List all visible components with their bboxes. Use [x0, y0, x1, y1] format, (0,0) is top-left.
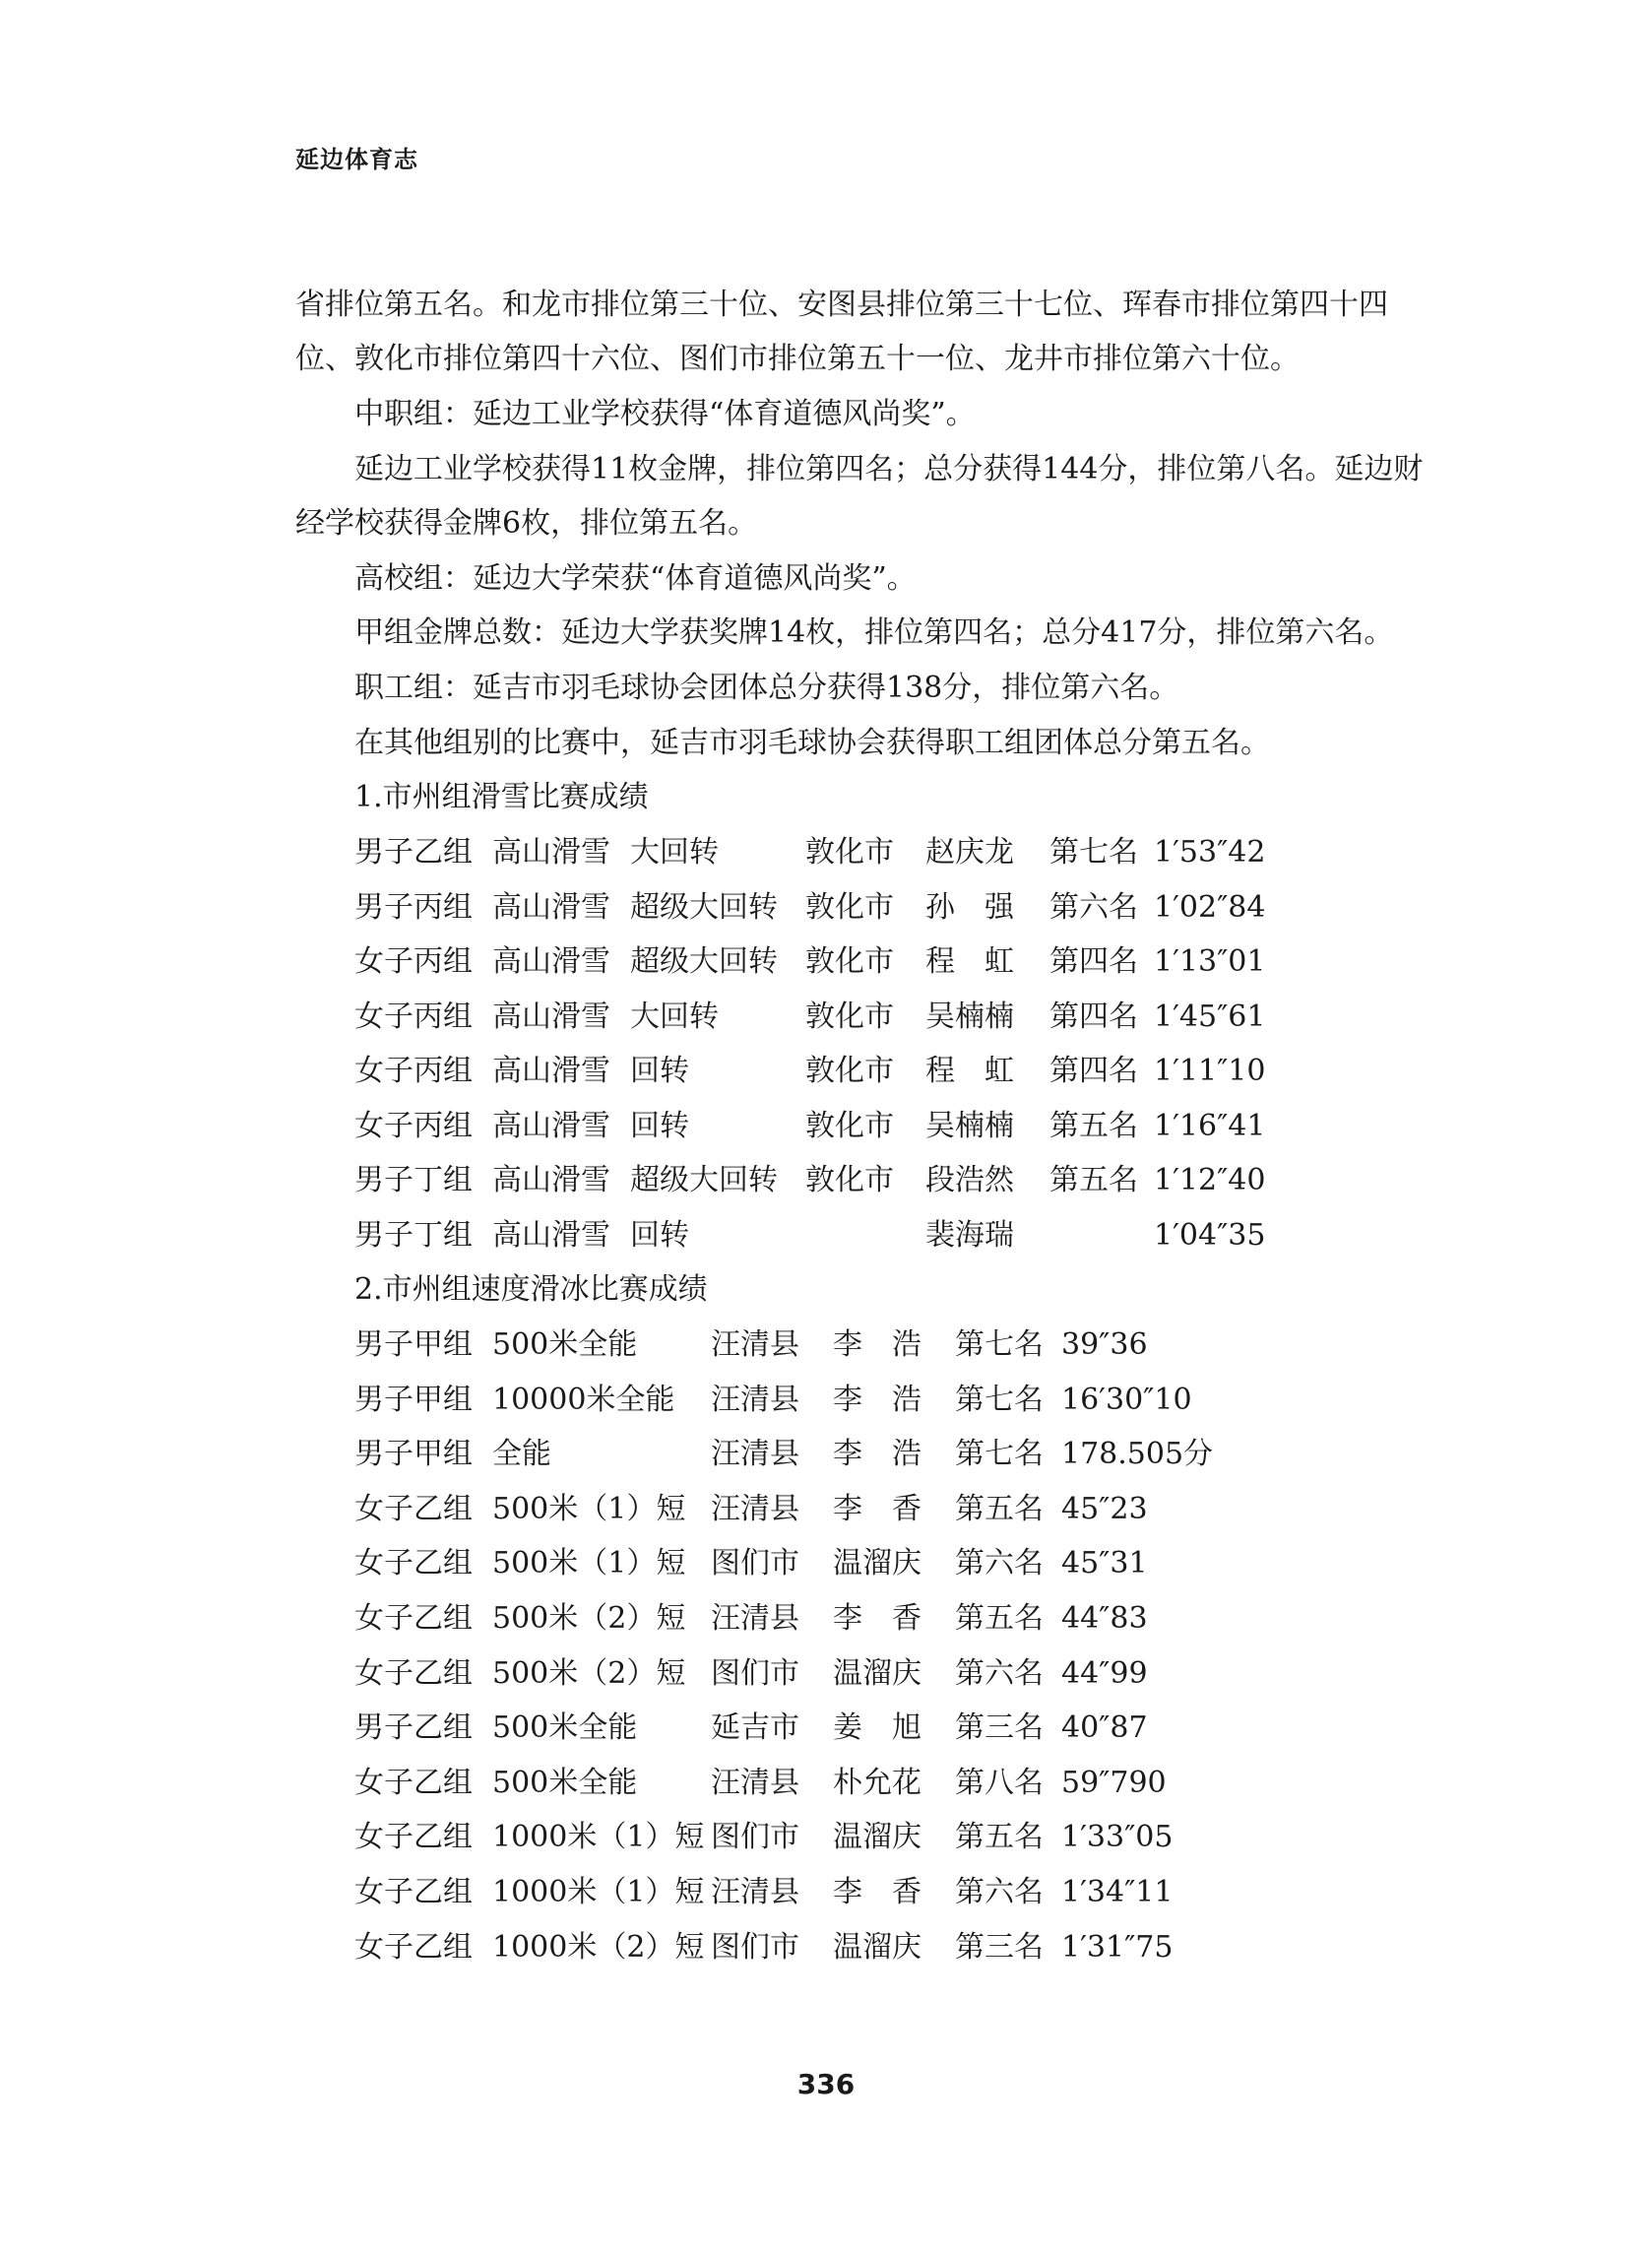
cell-group: 女子丙组 — [354, 999, 473, 1034]
cell-name: 程 虹 — [925, 1054, 1014, 1088]
table-row — [0, 1107, 1652, 1146]
cell-city: 汪清县 — [711, 1491, 799, 1526]
cell-event: 超级大回转 — [630, 889, 778, 925]
cell-rank: 第四名 — [1049, 1054, 1138, 1088]
cell-city: 汪清县 — [711, 1601, 799, 1636]
cell-event: 大回转 — [630, 999, 719, 1034]
table-row — [0, 942, 1652, 982]
paragraph-line: 经学校获得金牌6枚，排位第五名。 — [295, 506, 758, 541]
cell-rank: 第五名 — [955, 1491, 1044, 1526]
cell-city: 敦化市 — [805, 1108, 894, 1143]
cell-event: 回转 — [630, 1217, 689, 1253]
cell-rank: 第七名 — [955, 1437, 1044, 1472]
cell-sport: 高山滑雪 — [492, 835, 610, 870]
table-row — [0, 1216, 1652, 1256]
cell-event: 回转 — [630, 1054, 689, 1088]
cell-group: 女子乙组 — [354, 1491, 473, 1526]
cell-time: 59″790 — [1061, 1765, 1167, 1800]
cell-time: 1′02″84 — [1154, 889, 1266, 925]
cell-sport: 高山滑雪 — [492, 944, 610, 979]
cell-city: 汪清县 — [711, 1875, 799, 1909]
cell-name: 温溜庆 — [833, 1655, 921, 1691]
table-row — [0, 1873, 1652, 1912]
cell-rank: 第六名 — [955, 1546, 1044, 1581]
table-row — [0, 1325, 1652, 1365]
paragraph-line: 延边工业学校获得11枚金牌，排位第四名；总分获得144分，排位第八名。延边财 — [354, 452, 1424, 486]
paragraph-line: 中职组：延边工业学校获得“体育道德风尚奖”。 — [354, 397, 976, 431]
cell-sport: 高山滑雪 — [492, 1054, 610, 1088]
cell-group: 女子乙组 — [354, 1601, 473, 1636]
cell-name: 李 香 — [833, 1601, 921, 1636]
cell-time: 45″31 — [1061, 1546, 1148, 1581]
cell-city: 敦化市 — [805, 835, 894, 870]
cell-name: 吴楠楠 — [925, 999, 1014, 1034]
cell-rank: 第三名 — [955, 1929, 1044, 1965]
page-number: 336 — [796, 2068, 856, 2100]
cell-city: 敦化市 — [805, 1054, 894, 1088]
cell-rank: 第五名 — [1049, 1163, 1138, 1197]
cell-time: 44″99 — [1061, 1655, 1148, 1691]
cell-city: 延吉市 — [711, 1710, 799, 1746]
cell-event: 大回转 — [630, 835, 719, 870]
cell-city: 图们市 — [711, 1655, 799, 1691]
cell-group: 男子丁组 — [354, 1163, 473, 1197]
cell-name: 李 浩 — [833, 1327, 921, 1362]
cell-group: 女子乙组 — [354, 1875, 473, 1909]
table-row — [0, 1052, 1652, 1091]
section-heading-skate: 2.市州组速度滑冰比赛成绩 — [354, 1272, 708, 1307]
cell-sport: 高山滑雪 — [492, 1108, 610, 1143]
table-row — [0, 888, 1652, 928]
cell-group: 男子丁组 — [354, 1217, 473, 1253]
section-heading-ski: 1.市州组滑雪比赛成绩 — [354, 780, 649, 814]
cell-event: 500米（1）短 — [492, 1491, 686, 1526]
cell-group: 女子丙组 — [354, 1054, 473, 1088]
cell-name: 吴楠楠 — [925, 1108, 1014, 1143]
paragraph-line: 省排位第五名。和龙市排位第三十位、安图县排位第三十七位、珲春市排位第四十四 — [295, 288, 1388, 322]
cell-time: 1′11″10 — [1154, 1054, 1266, 1088]
cell-group: 女子乙组 — [354, 1820, 473, 1855]
cell-group: 男子丙组 — [354, 889, 473, 925]
table-row — [0, 1544, 1652, 1583]
cell-time: 1′45″61 — [1154, 999, 1266, 1034]
cell-event: 1000米（1）短 — [492, 1875, 705, 1909]
running-header: 延边体育志 — [295, 146, 418, 173]
cell-name: 温溜庆 — [833, 1929, 921, 1965]
cell-group: 女子乙组 — [354, 1546, 473, 1581]
table-row — [0, 1161, 1652, 1200]
cell-sport: 高山滑雪 — [492, 1163, 610, 1197]
cell-name: 孙 强 — [925, 889, 1014, 925]
cell-rank: 第七名 — [955, 1327, 1044, 1362]
cell-name: 李 香 — [833, 1491, 921, 1526]
cell-name: 温溜庆 — [833, 1546, 921, 1581]
cell-event: 500米全能 — [492, 1327, 638, 1362]
cell-sport: 高山滑雪 — [492, 999, 610, 1034]
cell-name: 朴允花 — [833, 1765, 921, 1800]
cell-event: 500米（1）短 — [492, 1546, 686, 1581]
cell-city: 图们市 — [711, 1929, 799, 1965]
cell-rank: 第五名 — [955, 1601, 1044, 1636]
cell-name: 姜 旭 — [833, 1710, 921, 1746]
cell-event: 500米全能 — [492, 1765, 638, 1800]
cell-event: 500米（2）短 — [492, 1601, 686, 1636]
cell-event: 回转 — [630, 1108, 689, 1143]
table-row — [0, 998, 1652, 1037]
paragraph-line: 甲组金牌总数：延边大学获奖牌14枚，排位第四名；总分417分，排位第六名。 — [354, 615, 1394, 650]
table-row — [0, 1818, 1652, 1857]
cell-city: 汪清县 — [711, 1437, 799, 1472]
cell-group: 男子甲组 — [354, 1327, 473, 1362]
cell-city: 敦化市 — [805, 889, 894, 925]
cell-rank: 第五名 — [955, 1820, 1044, 1855]
cell-name: 李 浩 — [833, 1382, 921, 1417]
cell-time: 39″36 — [1061, 1327, 1148, 1362]
cell-time: 1′53″42 — [1154, 835, 1266, 870]
cell-event: 10000米全能 — [492, 1382, 675, 1417]
cell-city: 敦化市 — [805, 1163, 894, 1197]
cell-group: 男子甲组 — [354, 1382, 473, 1417]
cell-city: 汪清县 — [711, 1327, 799, 1362]
cell-group: 男子乙组 — [354, 835, 473, 870]
cell-event: 1000米（1）短 — [492, 1820, 705, 1855]
cell-rank: 第六名 — [955, 1655, 1044, 1691]
cell-name: 裴海瑞 — [925, 1217, 1014, 1253]
cell-rank: 第三名 — [955, 1710, 1044, 1746]
cell-rank: 第四名 — [1049, 944, 1138, 979]
cell-time: 178.505分 — [1061, 1437, 1214, 1472]
table-row — [0, 1709, 1652, 1748]
cell-event: 500米全能 — [492, 1710, 638, 1746]
cell-name: 段浩然 — [925, 1163, 1014, 1197]
paragraph-line: 位、敦化市排位第四十六位、图们市排位第五十一位、龙井市排位第六十位。 — [295, 342, 1300, 376]
cell-time: 1′34″11 — [1061, 1875, 1174, 1909]
cell-rank: 第六名 — [1049, 889, 1138, 925]
cell-rank: 第七名 — [1049, 835, 1138, 870]
cell-time: 1′16″41 — [1154, 1108, 1266, 1143]
cell-event: 1000米（2）短 — [492, 1929, 705, 1965]
paragraph-line: 高校组：延边大学荣获“体育道德风尚奖”。 — [354, 561, 917, 596]
cell-city: 汪清县 — [711, 1765, 799, 1800]
table-row — [0, 1654, 1652, 1694]
cell-name: 温溜庆 — [833, 1820, 921, 1855]
cell-rank: 第七名 — [955, 1382, 1044, 1417]
cell-time: 40″87 — [1061, 1710, 1148, 1746]
cell-group: 女子乙组 — [354, 1765, 473, 1800]
cell-sport: 高山滑雪 — [492, 1217, 610, 1253]
cell-group: 女子丙组 — [354, 944, 473, 979]
cell-sport: 高山滑雪 — [492, 889, 610, 925]
cell-time: 44″83 — [1061, 1601, 1148, 1636]
cell-time: 45″23 — [1061, 1491, 1148, 1526]
paragraph-line: 职工组：延吉市羽毛球协会团体总分获得138分，排位第六名。 — [354, 671, 1179, 705]
cell-city: 汪清县 — [711, 1382, 799, 1417]
cell-name: 李 香 — [833, 1875, 921, 1909]
table-row — [0, 1764, 1652, 1803]
table-row — [0, 1599, 1652, 1639]
cell-time: 1′12″40 — [1154, 1163, 1266, 1197]
cell-city: 图们市 — [711, 1546, 799, 1581]
cell-group: 女子丙组 — [354, 1108, 473, 1143]
table-row — [0, 1928, 1652, 1967]
cell-event: 全能 — [492, 1437, 551, 1472]
cell-event: 500米（2）短 — [492, 1655, 686, 1691]
cell-city: 敦化市 — [805, 999, 894, 1034]
cell-rank: 第八名 — [955, 1765, 1044, 1800]
table-row — [0, 833, 1652, 872]
cell-name: 赵庆龙 — [925, 835, 1014, 870]
cell-group: 女子乙组 — [354, 1655, 473, 1691]
table-row — [0, 1490, 1652, 1529]
cell-time: 1′04″35 — [1154, 1217, 1266, 1253]
cell-time: 1′33″05 — [1061, 1820, 1174, 1855]
cell-city: 图们市 — [711, 1820, 799, 1855]
cell-group: 男子乙组 — [354, 1710, 473, 1746]
cell-name: 程 虹 — [925, 944, 1014, 979]
table-row — [0, 1435, 1652, 1474]
table-row — [0, 1381, 1652, 1420]
cell-time: 1′13″01 — [1154, 944, 1266, 979]
cell-event: 超级大回转 — [630, 1163, 778, 1197]
cell-name: 李 浩 — [833, 1437, 921, 1472]
cell-time: 1′31″75 — [1061, 1929, 1174, 1965]
cell-rank: 第四名 — [1049, 999, 1138, 1034]
cell-time: 16′30″10 — [1061, 1382, 1192, 1417]
paragraph-line: 在其他组别的比赛中，延吉市羽毛球协会获得职工组团体总分第五名。 — [354, 726, 1270, 760]
cell-event: 超级大回转 — [630, 944, 778, 979]
cell-rank: 第五名 — [1049, 1108, 1138, 1143]
cell-group: 男子甲组 — [354, 1437, 473, 1472]
cell-group: 女子乙组 — [354, 1929, 473, 1965]
cell-city: 敦化市 — [805, 944, 894, 979]
cell-rank: 第六名 — [955, 1875, 1044, 1909]
